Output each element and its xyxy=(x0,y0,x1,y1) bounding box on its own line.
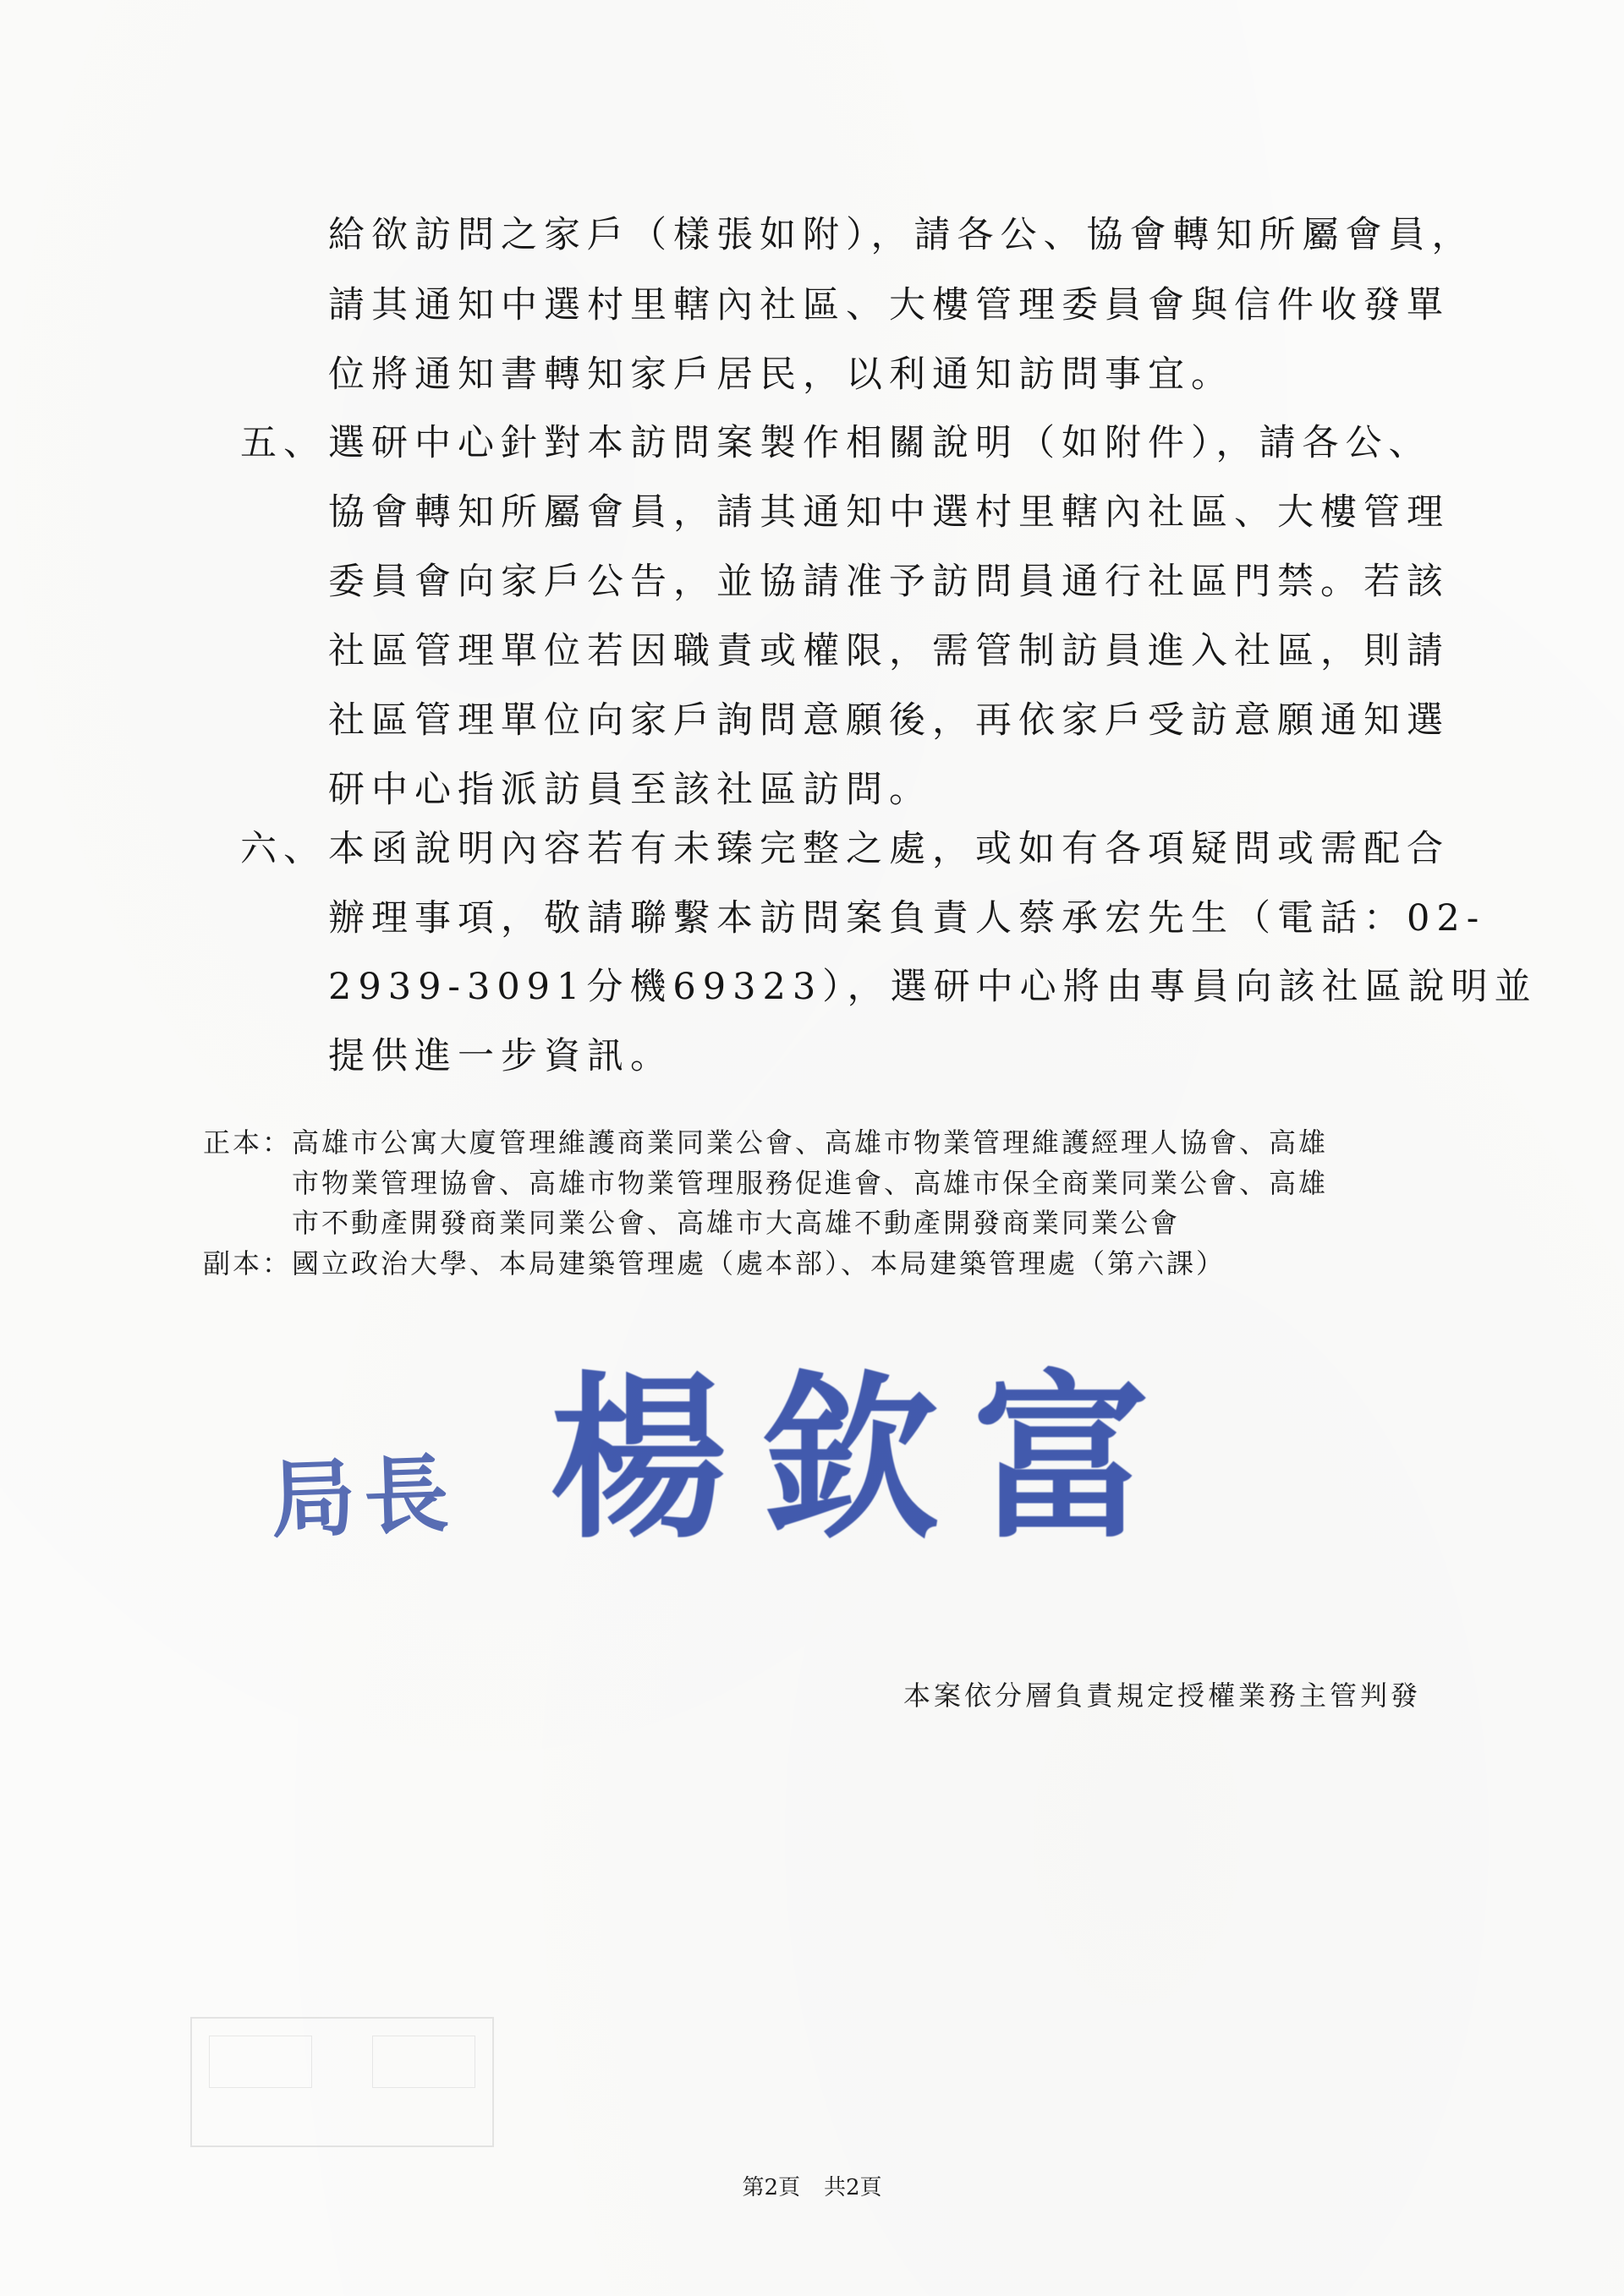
page-total: 共2頁 xyxy=(824,2175,882,2200)
body-line: 辦理事項，敬請聯繫本訪問案負責人蔡承宏先生（電話：02- xyxy=(328,897,1486,940)
page-current: 第2頁 xyxy=(742,2175,800,2200)
signature-name: 楊欽富 xyxy=(550,1354,1185,1563)
authorization-note: 本案依分層負責規定授權業務主管判發 xyxy=(903,1680,1422,1712)
original-recipients-line: 市不動產開發商業同業公會、高雄市大高雄不動產開發商業同業公會 xyxy=(292,1207,1181,1239)
stamp-cell xyxy=(372,2036,475,2088)
signature-title: 局長 xyxy=(269,1444,459,1550)
body-line: 社區管理單位若因職責或權限，需管制訪員進入社區，則請 xyxy=(328,630,1450,672)
body-line: 委員會向家戶公告，並協請准予訪問員通行社區門禁。若該 xyxy=(328,561,1450,603)
director-signature-stamp xyxy=(269,1353,1185,1607)
body-line: 請其通知中選村里轄內社區、大樓管理委員會與信件收發單 xyxy=(328,284,1450,326)
item-number: 六、 xyxy=(240,828,326,870)
body-line: 給欲訪問之家戶（樣張如附），請各公、協會轉知所屬會員， xyxy=(328,214,1475,256)
item-number: 五、 xyxy=(240,422,326,464)
body-line: 協會轉知所屬會員，請其通知中選村里轄內社區、大樓管理 xyxy=(328,491,1450,534)
copy-recipients-label: 副本： xyxy=(203,1247,293,1280)
original-recipients-line: 高雄市公寓大廈管理維護商業同業公會、高雄市物業管理維護經理人協會、高雄 xyxy=(292,1126,1329,1159)
body-line: 2939-3091分機69323），選研中心將由專員向該社區說明並 xyxy=(328,966,1538,1008)
original-recipients-label: 正本： xyxy=(203,1126,293,1159)
body-line: 社區管理單位向家戶詢問意願後，再依家戶受訪意願通知選 xyxy=(328,699,1450,742)
body-line: 位將通知書轉知家戶居民，以利通知訪問事宜。 xyxy=(328,353,1234,396)
page-number xyxy=(0,2170,1624,2201)
body-line: 選研中心針對本訪問案製作相關說明（如附件），請各公、 xyxy=(328,422,1432,464)
body-line: 本函說明內容若有未臻完整之處，或如有各項疑問或需配合 xyxy=(328,828,1450,870)
body-line: 提供進一步資訊。 xyxy=(328,1035,673,1077)
body-line: 研中心指派訪員至該社區訪問。 xyxy=(328,769,932,811)
stamp-cell xyxy=(209,2036,312,2088)
receipt-stamp-box xyxy=(190,2017,494,2147)
original-recipients-line: 市物業管理協會、高雄市物業管理服務促進會、高雄市保全商業同業公會、高雄 xyxy=(292,1167,1329,1199)
copy-recipients-line: 國立政治大學、本局建築管理處（處本部）、本局建築管理處（第六課） xyxy=(292,1247,1226,1280)
